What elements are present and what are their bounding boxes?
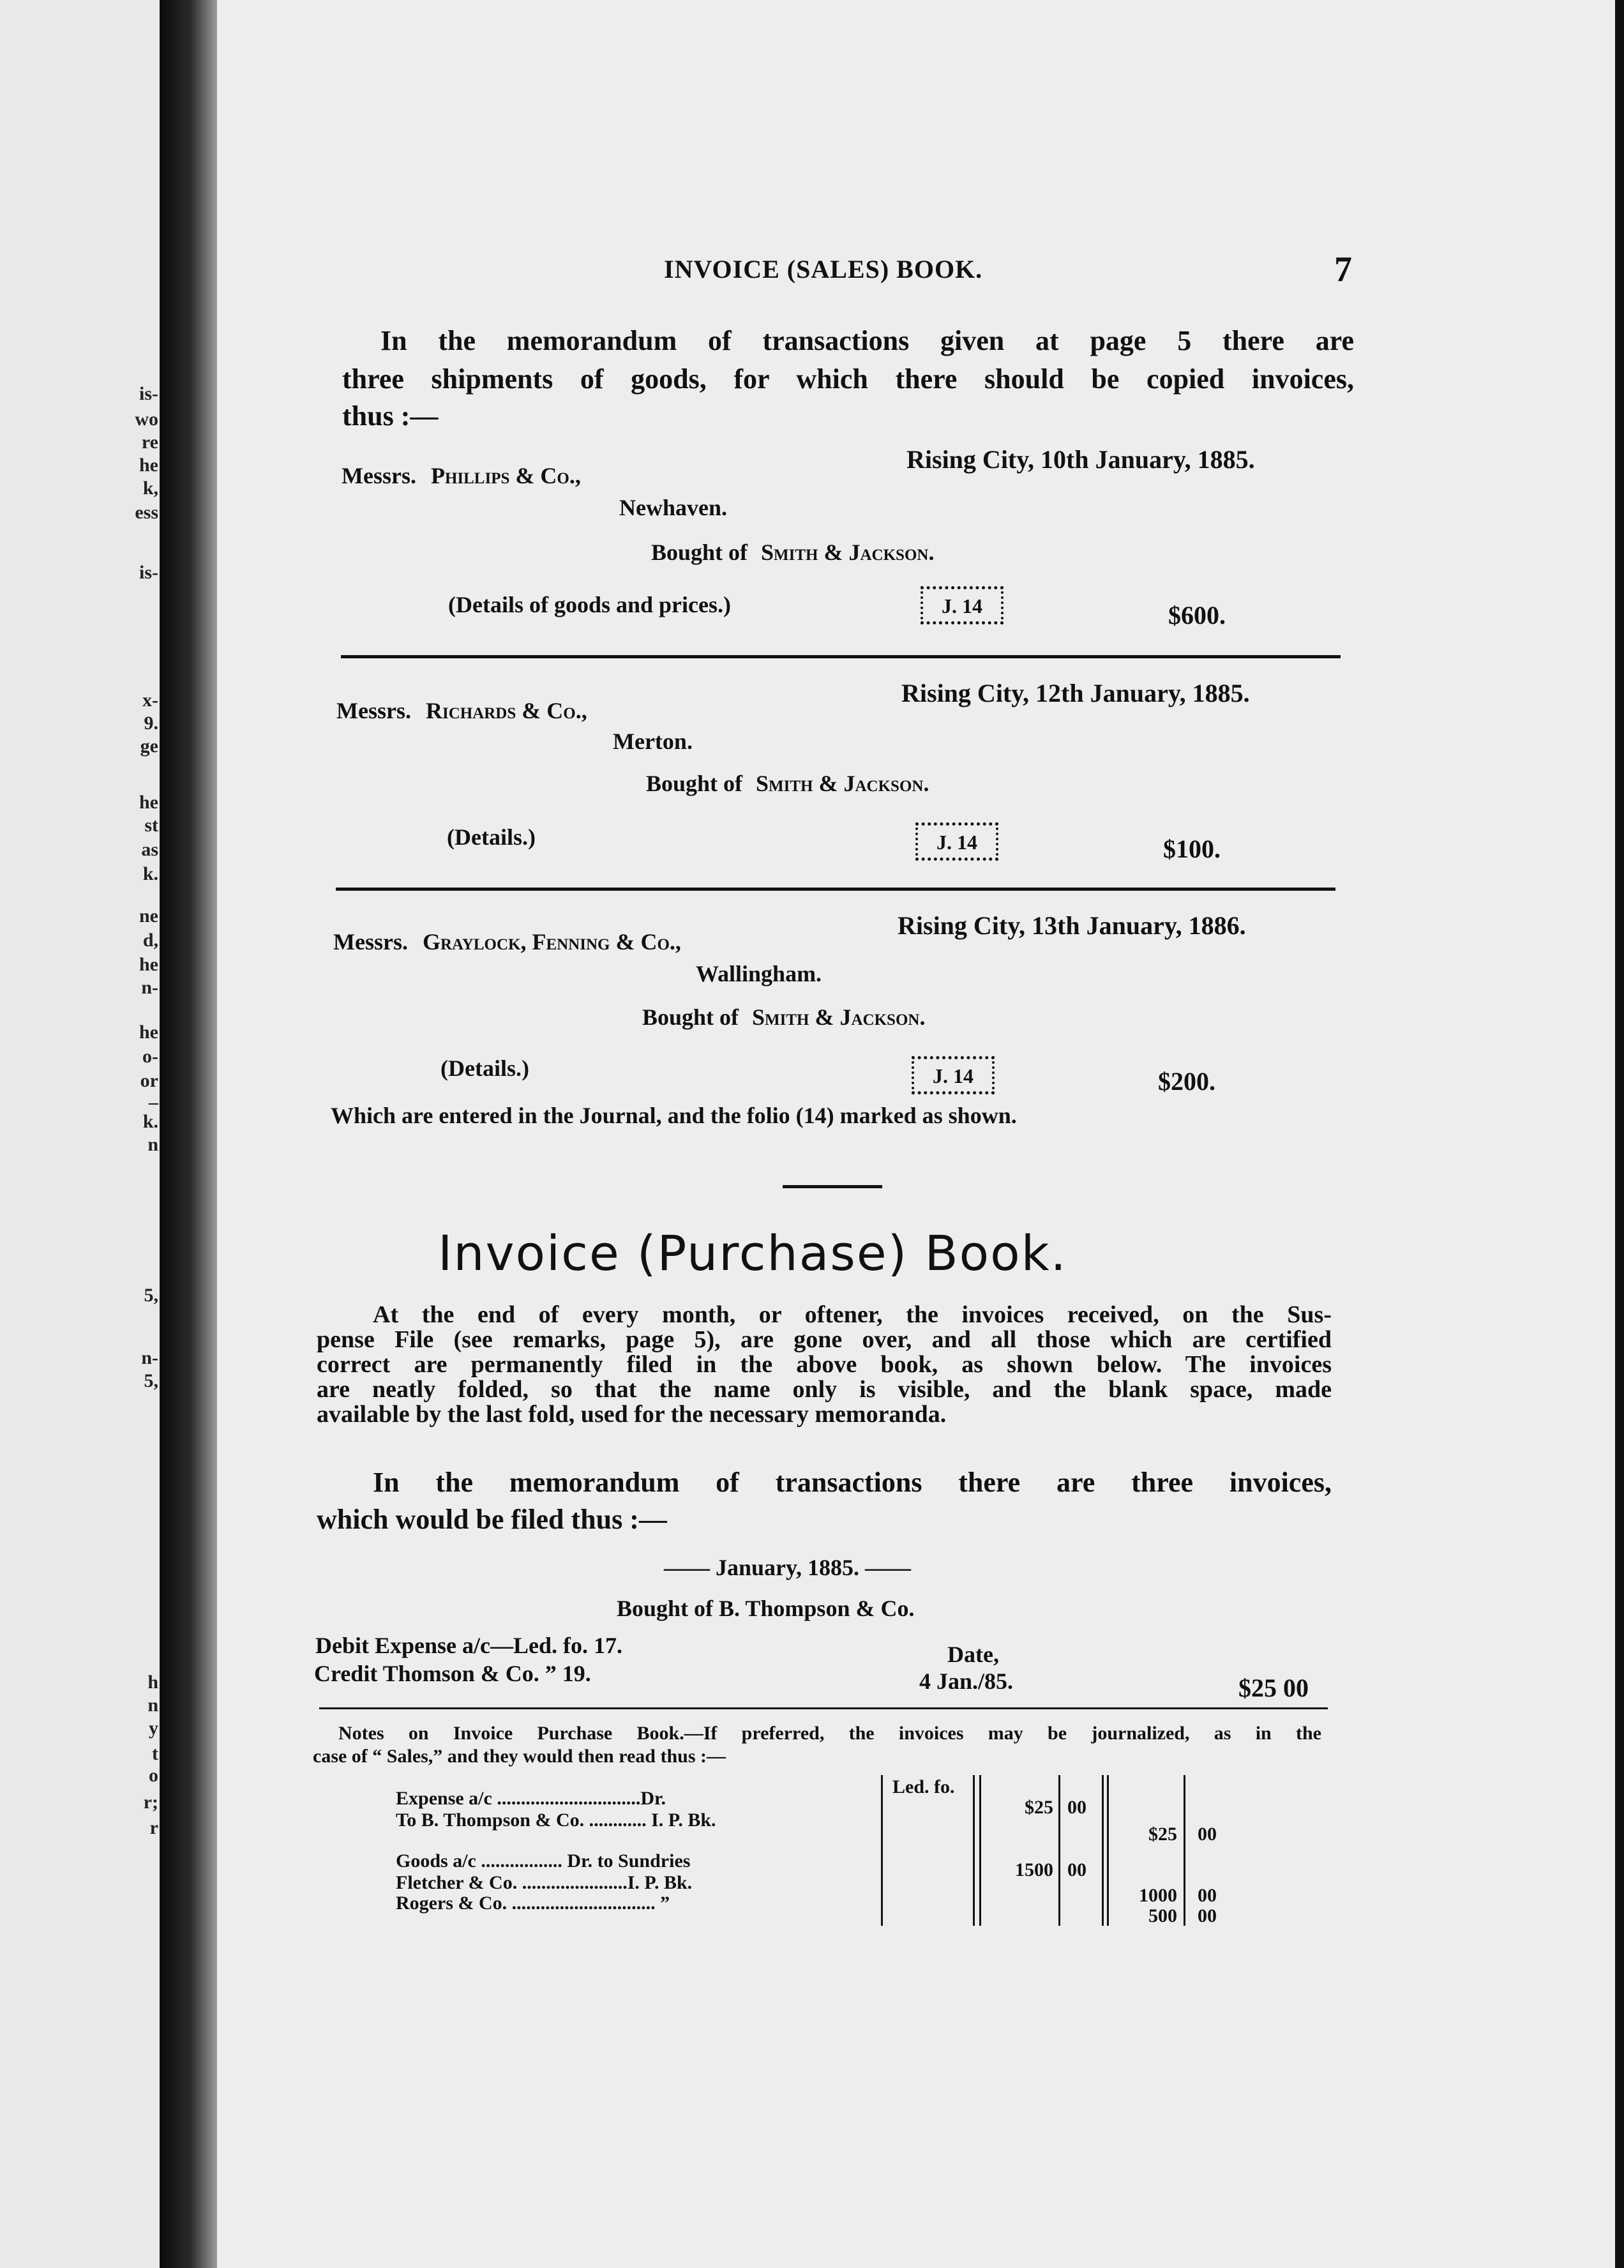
invoice-messrs xyxy=(342,462,581,489)
left-page-fragment: ge xyxy=(140,736,158,757)
bought-of-line xyxy=(651,539,934,566)
filed-date-label: Date, xyxy=(947,1642,999,1667)
table-rule xyxy=(1107,1775,1109,1926)
invoice-date: Rising City, 13th January, 1886. xyxy=(898,911,1246,940)
table-rule xyxy=(979,1775,981,1926)
debit-dollars: 1500 xyxy=(1015,1859,1053,1880)
left-page-fragment: as xyxy=(141,839,158,860)
invoice-details: (Details of goods and prices.) xyxy=(448,592,731,617)
left-page-fragment: he xyxy=(139,1022,158,1043)
left-page-fragment: r xyxy=(149,1817,158,1838)
ledger-header: Led. fo. xyxy=(892,1776,955,1797)
credit-dollars: 1000 xyxy=(1139,1885,1177,1906)
journal-note: Which are entered in the Journal, and the folio (14) marked as shown. xyxy=(331,1103,1017,1128)
table-rule xyxy=(1102,1775,1104,1926)
buyer-firm: Phillips & Co., xyxy=(430,463,581,488)
credit-cents: 00 xyxy=(1198,1905,1217,1926)
notes-line-2: case of “ Sales,” and they would then read thus :— xyxy=(313,1746,726,1767)
buyer-town: Newhaven. xyxy=(619,495,727,520)
left-page-fragment: n xyxy=(147,1134,158,1155)
folio-box: J. 14 xyxy=(915,822,998,861)
left-page-fragment: 5, xyxy=(144,1285,158,1306)
left-page-fragment: is- xyxy=(139,383,158,404)
credit-dollars: $25 xyxy=(1148,1824,1177,1845)
bought-of-line xyxy=(642,1004,925,1031)
left-page-fragment: re xyxy=(141,432,158,453)
paragraph-line: At the end of every month, or oftener, the invoices received, on the Sus- xyxy=(373,1301,1332,1328)
table-row-label: Expense a/c ..............................Dr. xyxy=(396,1788,666,1809)
bought-of-label: Bought of xyxy=(651,540,748,565)
seller-name: Smith & Jackson. xyxy=(756,771,929,796)
table-rule xyxy=(973,1775,975,1926)
divider-rule xyxy=(336,888,1335,891)
folio-box: J. 14 xyxy=(912,1056,995,1094)
invoice-messrs xyxy=(333,928,681,955)
buyer-firm: Richards & Co., xyxy=(425,698,587,723)
notes-rule xyxy=(319,1707,1328,1709)
left-page-fragment: 9. xyxy=(144,713,158,734)
table-rule xyxy=(1058,1775,1060,1926)
invoice-details: (Details.) xyxy=(440,1055,529,1081)
left-page-fragment: x- xyxy=(142,690,158,711)
paragraph-line: pense File (see remarks, page 5), are gone over, and all those which are certified xyxy=(317,1326,1332,1353)
left-page-fragment: y xyxy=(149,1718,158,1739)
intro-line-2: three shipments of goods, for which there should be copied invoices, xyxy=(342,363,1354,395)
left-page-fragment: is- xyxy=(139,562,158,583)
messrs-label: Messrs. xyxy=(333,929,408,955)
left-page-fragment: t xyxy=(152,1743,158,1764)
invoice-date: Rising City, 10th January, 1885. xyxy=(906,445,1255,474)
notes-line-1: Notes on Invoice Purchase Book.—If preferred, the invoices may be journalized, as in the xyxy=(338,1723,1321,1744)
left-page-fragment: wo xyxy=(135,409,158,430)
page-edge xyxy=(1615,0,1624,2268)
table-row-label: Fletcher & Co. ......................I. P. Bk. xyxy=(396,1872,693,1893)
intro-line-3: thus :— xyxy=(342,400,439,432)
left-page-fragment: d, xyxy=(142,930,158,951)
paragraph-line: correct are permanently filed in the above book, as shown below. The invoices xyxy=(317,1351,1332,1378)
paragraph-line: available by the last fold, used for the necessary memoranda. xyxy=(317,1401,947,1428)
filed-date-value: 4 Jan./85. xyxy=(919,1668,1014,1694)
running-head: INVOICE (SALES) BOOK. xyxy=(664,255,983,284)
left-page-fragment: k, xyxy=(142,478,158,499)
folio-box: J. 14 xyxy=(921,586,1004,624)
short-rule xyxy=(783,1185,882,1188)
left-page-fragment: – xyxy=(149,1092,158,1113)
left-page-fragment: 5, xyxy=(144,1370,158,1391)
buyer-town: Wallingham. xyxy=(696,961,822,987)
invoice-amount: $100. xyxy=(1163,835,1221,863)
seller-name: Smith & Jackson. xyxy=(752,1004,926,1030)
buyer-firm: Graylock, Fenning & Co., xyxy=(422,929,681,955)
messrs-label: Messrs. xyxy=(342,463,416,488)
credit-cents: 00 xyxy=(1198,1885,1217,1906)
left-page-fragment: or xyxy=(140,1070,158,1091)
filed-credit: Credit Thomson & Co. ” 19. xyxy=(314,1661,591,1686)
left-page-fragment: o xyxy=(149,1765,158,1786)
left-page-fragment: he xyxy=(139,954,158,975)
debit-dollars: $25 xyxy=(1025,1797,1053,1818)
paragraph-line: are neatly folded, so that the name only is visible, and the blank space, made xyxy=(317,1376,1332,1403)
credit-dollars: 500 xyxy=(1148,1905,1177,1926)
bought-of-line xyxy=(646,770,929,797)
left-page-fragment: he xyxy=(139,455,158,476)
page-number: 7 xyxy=(1334,250,1352,289)
filed-amount: $25 00 xyxy=(1238,1674,1309,1702)
invoice-details: (Details.) xyxy=(447,824,536,850)
left-page-fragment: k. xyxy=(142,863,158,884)
left-page-fragment: ne xyxy=(139,905,158,926)
left-page-fragment: h xyxy=(147,1672,158,1693)
left-page-fragment: k. xyxy=(142,1111,158,1132)
table-rule xyxy=(881,1775,883,1926)
table-row-label: Goods a/c ................. Dr. to Sundries xyxy=(396,1850,691,1871)
left-page-fragment: n- xyxy=(141,977,158,998)
invoice-date: Rising City, 12th January, 1885. xyxy=(901,679,1250,707)
filed-debit: Debit Expense a/c—Led. fo. 17. xyxy=(315,1633,622,1658)
invoice-messrs xyxy=(336,697,587,724)
bought-of-label: Bought of xyxy=(646,771,743,796)
filed-month: —— January, 1885. —— xyxy=(664,1555,912,1580)
debit-cents: 00 xyxy=(1067,1859,1086,1880)
table-rule xyxy=(1184,1775,1185,1926)
filed-bought-of: Bought of B. Thompson & Co. xyxy=(617,1596,915,1621)
divider-rule xyxy=(341,655,1341,658)
left-page-fragment: n xyxy=(147,1695,158,1716)
buyer-town: Merton. xyxy=(613,729,693,754)
left-page-fragment: he xyxy=(139,792,158,813)
table-row-label: Rogers & Co. .............................. ” xyxy=(396,1893,670,1914)
left-page-fragment: r; xyxy=(143,1792,158,1813)
section-title: Invoice (Purchase) Book. xyxy=(438,1225,1067,1281)
invoice-amount: $600. xyxy=(1168,601,1226,630)
invoice-amount: $200. xyxy=(1158,1067,1215,1096)
credit-cents: 00 xyxy=(1198,1824,1217,1845)
memo-line-2: which would be filed thus :— xyxy=(317,1504,667,1535)
messrs-label: Messrs. xyxy=(336,698,411,723)
left-page-fragment: o- xyxy=(142,1046,158,1067)
left-page-fragment: n- xyxy=(141,1347,158,1368)
debit-cents: 00 xyxy=(1067,1797,1086,1818)
intro-line-1: In the memorandum of transactions given at page 5 there are xyxy=(380,325,1354,356)
purchase-paragraph xyxy=(317,1303,1332,1427)
bought-of-label: Bought of xyxy=(642,1004,739,1030)
left-page-fragment: st xyxy=(144,815,158,836)
memo-line-1: In the memorandum of transactions there are three invoices, xyxy=(373,1467,1332,1498)
seller-name: Smith & Jackson. xyxy=(761,540,935,565)
table-row-label: To B. Thompson & Co. ............ I. P. Bk. xyxy=(396,1810,716,1831)
left-page-fragment: ess xyxy=(135,502,158,523)
